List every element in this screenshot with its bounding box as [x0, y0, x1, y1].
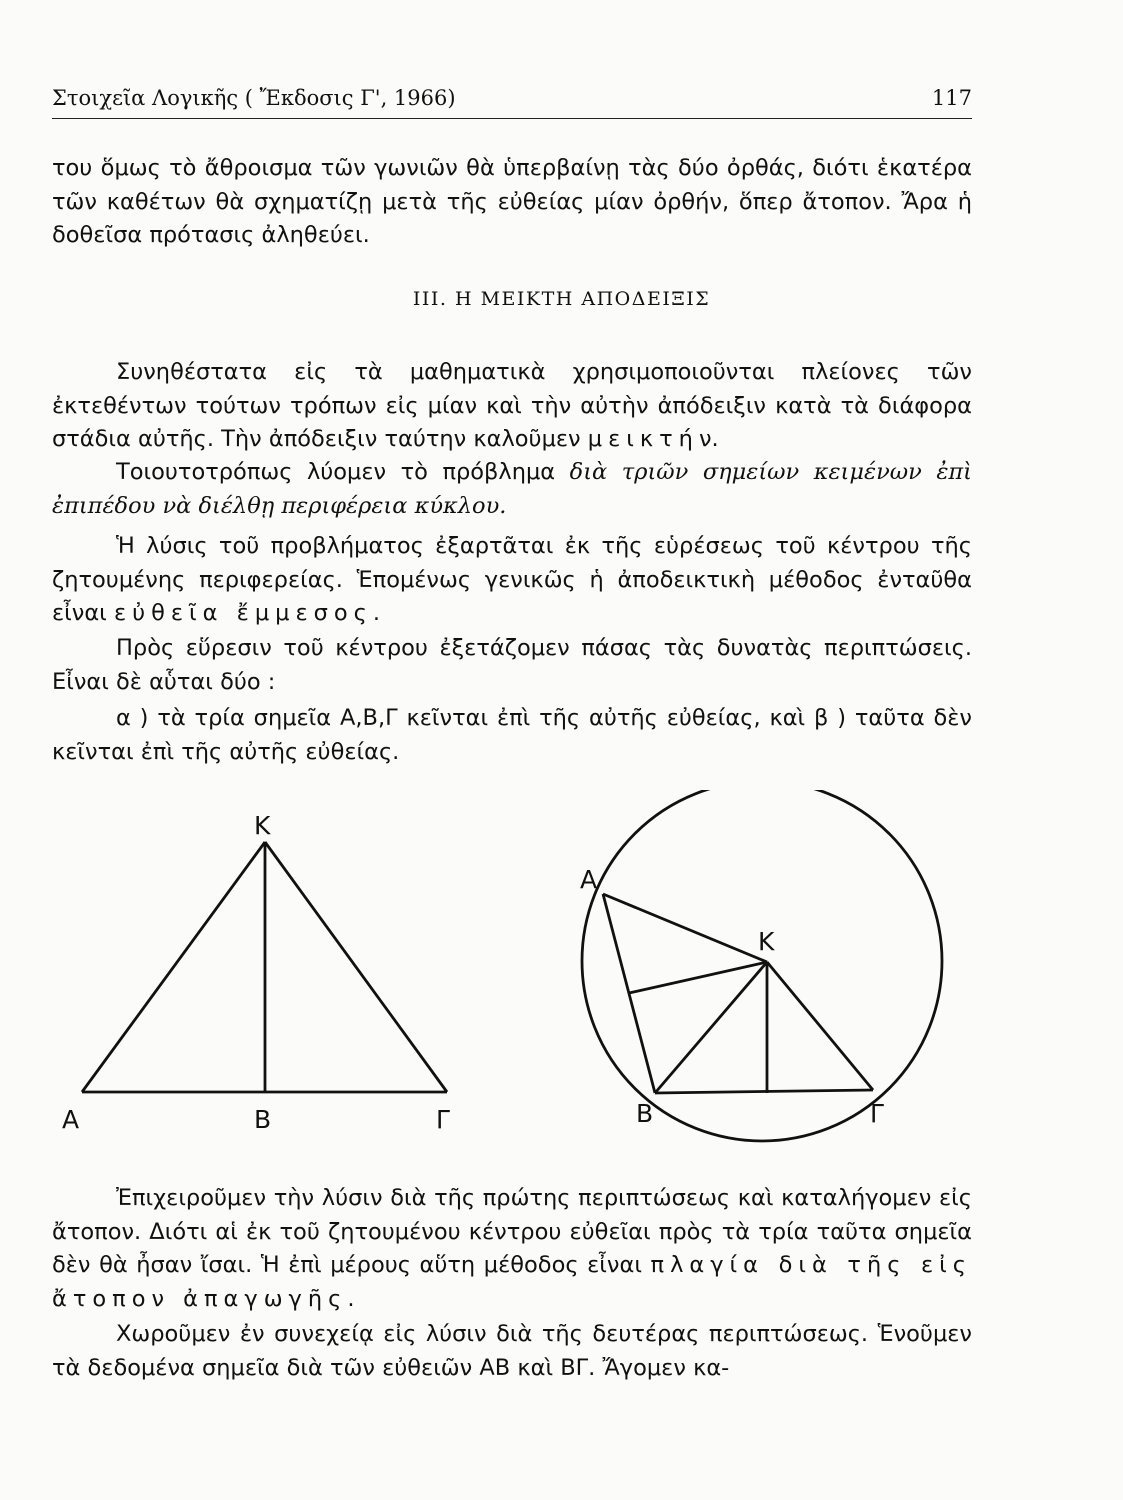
- segment-bk: [655, 962, 767, 1093]
- paragraph-4: [52, 530, 972, 631]
- paragraph-7: [52, 1182, 972, 1316]
- triangle-left-side: [82, 842, 265, 1092]
- paragraph-7-text: Ἐπιχειροῦμεν τὴν λύσιν διὰ τῆς πρώτης περιπτώσεως καὶ καταλήγομεν εἰς ἄτοπον. Διότι αἱ ἐκ τοῦ ζητουμένου κέντρου εὐθεῖαι πρὸς τὰ τρία ταῦτα σημεῖα δὲν θὰ ἦσαν ἴσαι. Ἡ ἐπὶ μέρους αὕτη μέθοδος εἶναι: [52, 1185, 972, 1278]
- segment-ak: [603, 894, 767, 962]
- paragraph-2-text: Συνηθέστατα εἰς τὰ μαθηματικὰ χρησιμοποιοῦνται πλείονες τῶν ἐκτεθέντων τούτων τρόπων εἰς μίαν καὶ τὴν αὐτὴν ἀπόδειξιν κατὰ τὰ διάφορα στάδια αὐτῆς. Τὴν ἀπόδειξιν ταύτην καλοῦμεν: [52, 359, 972, 452]
- circle-label-b: Β: [636, 1099, 654, 1128]
- geometry-figure: [0, 790, 1123, 1150]
- circumcircle: [582, 790, 942, 1141]
- triangle-figure: [82, 842, 447, 1092]
- page-number: 117: [931, 86, 972, 110]
- paragraph-2: [52, 356, 972, 457]
- term-eutheia-emmesos: εὐθεῖα ἔμμεσος.: [113, 600, 386, 626]
- paragraph-6: α ) τὰ τρία σημεῖα Α,Β,Γ κεῖνται ἐπὶ τῆς αὐτῆς εὐθείας, καὶ β ) ταῦτα δὲν κεῖνται ἐπὶ τῆς αὐτῆς εὐθείας.: [52, 705, 972, 765]
- triangle-label-b: Β: [254, 1105, 272, 1134]
- header-title: Στοιχεῖα Λογικῆς ( Ἔκδοσις Γ', 1966): [52, 86, 456, 110]
- chord-ab: [603, 894, 655, 1093]
- paragraph-1: του ὅμως τὸ ἄθροισμα τῶν γωνιῶν θὰ ὑπερβαίνῃ τὰς δύο ὀρθάς, διότι ἑκατέρα τῶν καθέτων θὰ σχηματίζῃ μετὰ τῆς εὐθείας μίαν ὀρθήν, ὅπερ ἄτοπον. Ἄρα ἡ δοθεῖσα πρότασις ἀληθεύει.: [52, 155, 972, 248]
- circle-figure: [582, 790, 942, 1141]
- paragraph-5: Πρὸς εὕρεσιν τοῦ κέντρου ἐξετάζομεν πάσας τὰς δυνατὰς περιπτώσεις. Εἶναι δὲ αὗται δύο :: [52, 635, 972, 695]
- term-mikti: μεικτή: [587, 426, 699, 452]
- circle-label-k: Κ: [758, 927, 775, 956]
- segment-gk: [767, 962, 873, 1090]
- paragraph-3-text: Τοιουτοτρόπως λύομεν τὸ πρόβλημα: [116, 459, 556, 485]
- paragraph-3: [52, 456, 972, 523]
- chord-bg: [655, 1090, 873, 1093]
- triangle-label-a: Α: [62, 1105, 80, 1134]
- triangle-right-side: [265, 842, 447, 1092]
- triangle-label-g: Γ: [436, 1105, 450, 1134]
- paragraph-4-text: Ἡ λύσις τοῦ προβλήματος ἐξαρτᾶται ἐκ τῆς εὑρέσεως τοῦ κέντρου τῆς ζητουμένης περιφερείας. Ἑπομένως γενικῶς ἡ ἀποδεικτικὴ μέθοδος ἐνταῦθα εἶναι: [52, 533, 972, 626]
- section-title: III. Η ΜΕΙΚΤΗ ΑΠΟΔΕΙΞΙΣ: [412, 288, 711, 310]
- problem-statement: διὰ τριῶν σημείων κειμένων ἐπὶ ἐπιπέδου νὰ διέλθῃ περιφέρεια κύκλου.: [52, 459, 972, 519]
- paragraph-8: Χωροῦμεν ἐν συνεχείᾳ εἰς λύσιν διὰ τῆς δευτέρας περιπτώσεως. Ἑνοῦμεν τὰ δεδομένα σημεῖα διὰ τῶν εὐθειῶν ΑΒ καὶ ΒΓ. Ἄγομεν κα-: [52, 1321, 972, 1381]
- paragraph-2-end: ν.: [698, 426, 719, 452]
- circle-label-g: Γ: [870, 1099, 884, 1128]
- term-plagia-apagogi: πλαγία διὰ τῆς εἰς ἄτοπον ἀπαγωγῆς.: [52, 1252, 972, 1312]
- triangle-label-k: Κ: [254, 811, 271, 840]
- circle-label-a: Α: [580, 865, 598, 894]
- running-header: [52, 84, 972, 119]
